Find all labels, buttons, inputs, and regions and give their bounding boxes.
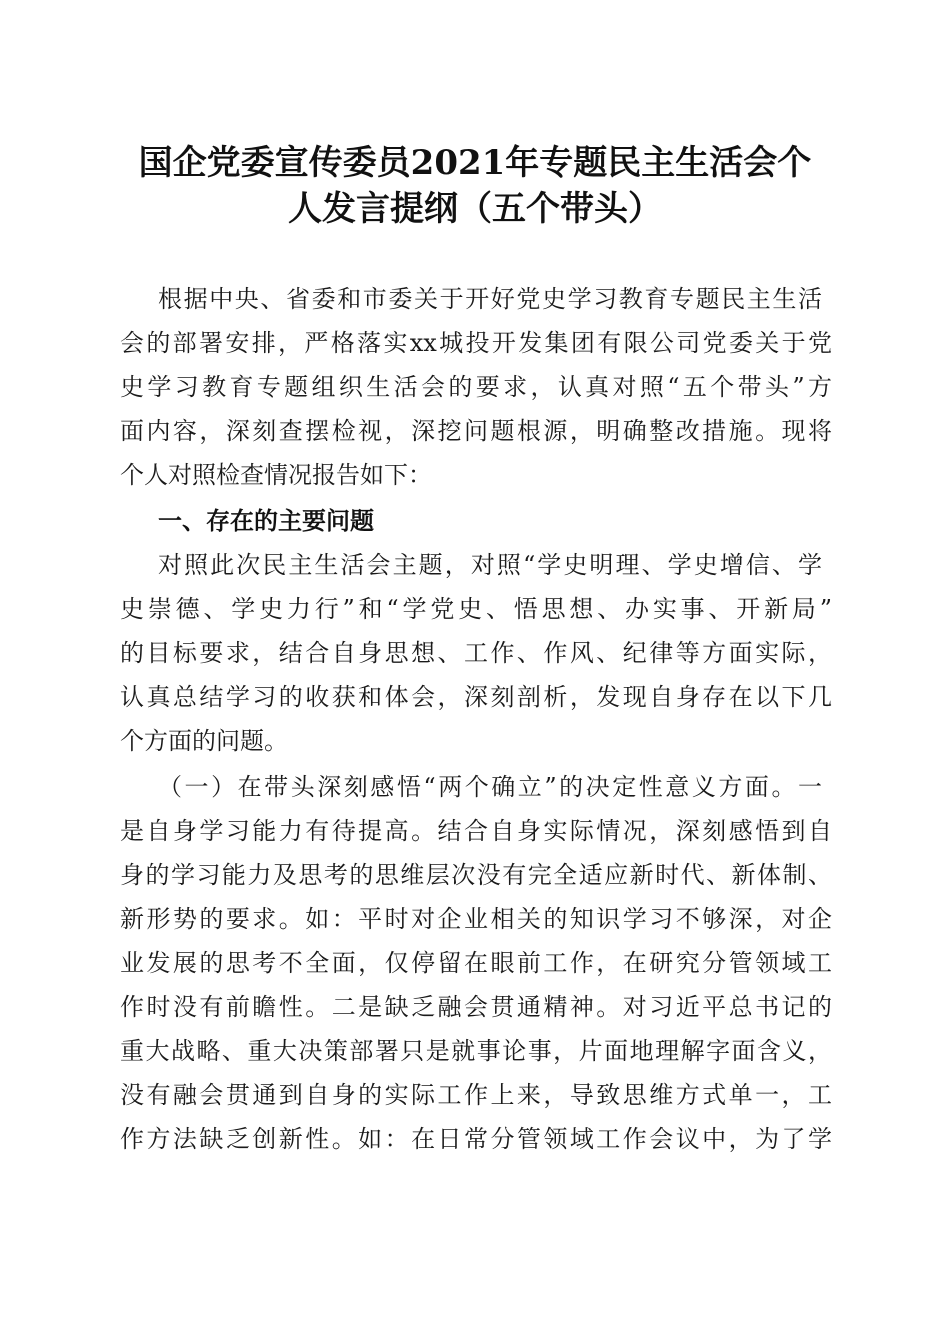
subsection-line: 新形势的要求。如：平时对企业相关的知识学习不够深，对企 bbox=[120, 905, 832, 933]
subsection-line: 身的学习能力及思考的思维层次没有完全适应新时代、新体制、 bbox=[120, 861, 832, 889]
subsection-line: 业发展的思考不全面，仅停留在眼前工作，在研究分管领域工 bbox=[120, 949, 832, 977]
title-line: 人发言提纲（五个带头） bbox=[288, 189, 662, 229]
intro-line: 个人对照检查情况报告如下： bbox=[120, 461, 432, 489]
subsection-line: 没有融会贯通到自身的实际工作上来，导致思维方式单一，工 bbox=[120, 1081, 832, 1109]
document-title bbox=[100, 140, 850, 232]
section-line: 认真总结学习的收获和体会，深刻剖析，发现自身存在以下几 bbox=[120, 683, 832, 711]
subsection-line: 是自身学习能力有待提高。结合自身实际情况，深刻感悟到自 bbox=[120, 817, 832, 845]
subsection-line: 作时没有前瞻性。二是缺乏融会贯通精神。对习近平总书记的 bbox=[120, 993, 832, 1021]
intro-line: 史学习教育专题组织生活会的要求，认真对照“五个带头”方 bbox=[120, 373, 832, 401]
section-line: 个方面的问题。 bbox=[120, 727, 288, 755]
section-heading: 一、存在的主要问题 bbox=[158, 507, 374, 535]
intro-line: 根据中央、省委和市委关于开好党史学习教育专题民主生活 bbox=[158, 285, 822, 313]
title-line: 国企党委宣传委员2021年专题民主生活会个 bbox=[138, 143, 812, 183]
section-line: 的目标要求，结合自身思想、工作、作风、纪律等方面实际， bbox=[120, 639, 832, 667]
subsection-line: （一）在带头深刻感悟“两个确立”的决定性意义方面。一 bbox=[158, 773, 822, 801]
intro-line: 面内容，深刻查摆检视，深挖问题根源，明确整改措施。现将 bbox=[120, 417, 832, 445]
section-line: 史崇德、学史力行”和“学党史、悟思想、办实事、开新局” bbox=[120, 595, 832, 623]
subsection-line: 作方法缺乏创新性。如：在日常分管领域工作会议中，为了学 bbox=[120, 1125, 832, 1153]
subsection-line: 重大战略、重大决策部署只是就事论事，片面地理解字面含义， bbox=[120, 1037, 832, 1065]
section-line: 对照此次民主生活会主题，对照“学史明理、学史增信、学 bbox=[158, 551, 822, 579]
intro-line: 会的部署安排，严格落实xx城投开发集团有限公司党委关于党 bbox=[120, 329, 832, 357]
